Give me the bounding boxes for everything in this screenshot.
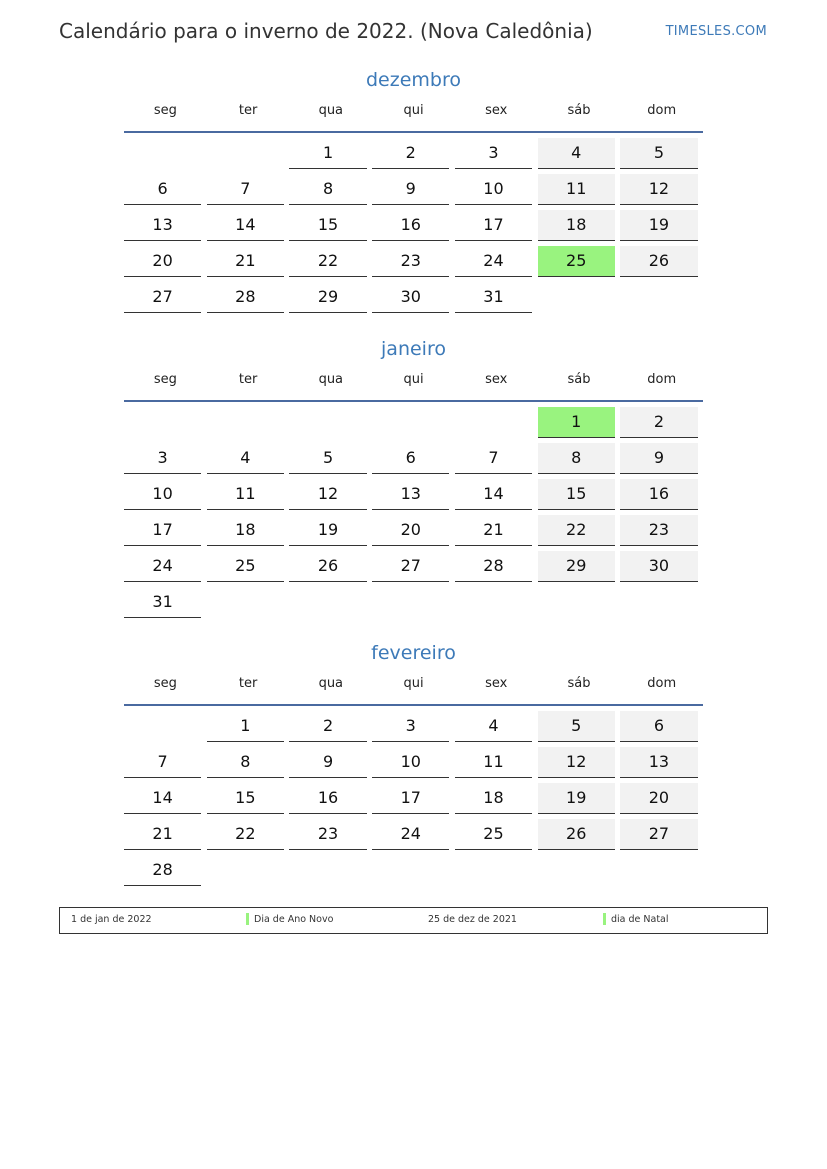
day-cell: 26 — [538, 819, 615, 850]
empty-day-cell — [620, 587, 697, 618]
legend-date: 1 de jan de 2022 — [71, 914, 152, 925]
day-cell: 29 — [289, 282, 366, 313]
day-cell: 15 — [538, 479, 615, 510]
day-cell: 30 — [620, 551, 697, 582]
weekday-label: sex — [485, 103, 508, 118]
day-cell: 13 — [372, 479, 449, 510]
weekday-label: dom — [647, 103, 677, 118]
holiday-day-cell: 25 — [538, 246, 615, 277]
day-cell: 3 — [455, 138, 532, 169]
day-cell: 4 — [207, 443, 284, 474]
empty-day-cell — [372, 587, 449, 618]
day-cell: 28 — [455, 551, 532, 582]
day-grid — [124, 711, 703, 891]
weekday-label: qui — [403, 372, 424, 387]
weekday-label: qui — [403, 103, 424, 118]
weekday-label: sáb — [567, 676, 591, 691]
weekday-label: qua — [318, 372, 344, 387]
day-cell: 14 — [207, 210, 284, 241]
day-cell: 20 — [372, 515, 449, 546]
empty-day-cell — [455, 407, 532, 438]
day-cell: 14 — [124, 783, 201, 814]
weekday-label: qua — [318, 103, 344, 118]
day-cell: 21 — [455, 515, 532, 546]
day-cell: 28 — [124, 855, 201, 886]
day-cell: 23 — [289, 819, 366, 850]
empty-day-cell — [372, 407, 449, 438]
week-row — [124, 479, 703, 515]
weekday-label: seg — [153, 372, 177, 387]
week-row — [124, 443, 703, 479]
day-cell: 21 — [124, 819, 201, 850]
weekday-label: ter — [238, 676, 258, 691]
day-cell: 6 — [124, 174, 201, 205]
day-cell: 9 — [620, 443, 697, 474]
day-cell: 13 — [124, 210, 201, 241]
day-cell: 29 — [538, 551, 615, 582]
weekday-label: seg — [153, 103, 177, 118]
day-cell: 15 — [289, 210, 366, 241]
day-cell: 27 — [372, 551, 449, 582]
day-cell: 2 — [620, 407, 697, 438]
empty-day-cell — [455, 587, 532, 618]
day-cell: 19 — [289, 515, 366, 546]
day-cell: 11 — [538, 174, 615, 205]
week-row — [124, 855, 703, 891]
month-title: fevereiro — [371, 642, 456, 664]
day-cell: 8 — [538, 443, 615, 474]
day-grid — [124, 407, 703, 623]
day-cell: 6 — [372, 443, 449, 474]
month-block — [124, 67, 703, 318]
empty-day-cell — [207, 138, 284, 169]
week-row — [124, 407, 703, 443]
weekday-label: qui — [403, 676, 424, 691]
day-cell: 2 — [289, 711, 366, 742]
day-cell: 27 — [124, 282, 201, 313]
day-cell: 22 — [538, 515, 615, 546]
day-cell: 26 — [620, 246, 697, 277]
empty-day-cell — [124, 407, 201, 438]
week-row — [124, 551, 703, 587]
month-block — [124, 336, 703, 623]
day-cell: 11 — [455, 747, 532, 778]
holiday-legend — [59, 907, 768, 934]
empty-day-cell — [538, 855, 615, 886]
day-cell: 10 — [124, 479, 201, 510]
day-cell: 4 — [455, 711, 532, 742]
weekday-label: seg — [153, 676, 177, 691]
brand-link[interactable]: TIMESLES.COM — [665, 24, 767, 39]
month-title: janeiro — [381, 338, 446, 360]
legend-holiday-name: dia de Natal — [611, 914, 669, 925]
day-cell: 22 — [289, 246, 366, 277]
day-cell: 26 — [289, 551, 366, 582]
day-cell: 15 — [207, 783, 284, 814]
day-cell: 12 — [289, 479, 366, 510]
empty-day-cell — [620, 282, 697, 313]
day-cell: 8 — [207, 747, 284, 778]
legend-holiday-name: Dia de Ano Novo — [254, 914, 334, 925]
day-cell: 12 — [620, 174, 697, 205]
week-row — [124, 587, 703, 623]
day-cell: 16 — [289, 783, 366, 814]
weekday-label: sex — [485, 676, 508, 691]
empty-day-cell — [372, 855, 449, 886]
week-row — [124, 174, 703, 210]
day-cell: 31 — [124, 587, 201, 618]
week-row — [124, 515, 703, 551]
day-cell: 7 — [455, 443, 532, 474]
weekday-label: sex — [485, 372, 508, 387]
month-block — [124, 640, 703, 891]
day-cell: 18 — [455, 783, 532, 814]
week-row — [124, 819, 703, 855]
day-cell: 23 — [372, 246, 449, 277]
week-row — [124, 138, 703, 174]
weekday-label: sáb — [567, 372, 591, 387]
day-cell: 25 — [455, 819, 532, 850]
day-cell: 3 — [372, 711, 449, 742]
day-cell: 25 — [207, 551, 284, 582]
holiday-swatch-icon — [603, 913, 606, 925]
day-cell: 14 — [455, 479, 532, 510]
holiday-day-cell: 1 — [538, 407, 615, 438]
empty-day-cell — [124, 711, 201, 742]
day-cell: 1 — [207, 711, 284, 742]
weekday-label: dom — [647, 676, 677, 691]
day-cell: 24 — [372, 819, 449, 850]
day-cell: 4 — [538, 138, 615, 169]
weekday-label: sáb — [567, 103, 591, 118]
day-grid — [124, 138, 703, 318]
page-title: Calendário para o inverno de 2022. (Nova Caledônia) — [59, 19, 593, 43]
week-row — [124, 711, 703, 747]
month-title: dezembro — [366, 69, 461, 91]
week-row — [124, 747, 703, 783]
day-cell: 20 — [124, 246, 201, 277]
day-cell: 3 — [124, 443, 201, 474]
day-cell: 1 — [289, 138, 366, 169]
day-cell: 16 — [620, 479, 697, 510]
day-cell: 19 — [620, 210, 697, 241]
weekday-label: ter — [238, 103, 258, 118]
empty-day-cell — [207, 855, 284, 886]
empty-day-cell — [289, 855, 366, 886]
day-cell: 12 — [538, 747, 615, 778]
empty-day-cell — [538, 587, 615, 618]
day-cell: 18 — [538, 210, 615, 241]
day-cell: 7 — [207, 174, 284, 205]
day-cell: 31 — [455, 282, 532, 313]
day-cell: 24 — [124, 551, 201, 582]
day-cell: 8 — [289, 174, 366, 205]
weekday-label: qua — [318, 676, 344, 691]
day-cell: 22 — [207, 819, 284, 850]
week-row — [124, 783, 703, 819]
day-cell: 18 — [207, 515, 284, 546]
empty-day-cell — [207, 587, 284, 618]
day-cell: 7 — [124, 747, 201, 778]
empty-day-cell — [455, 855, 532, 886]
weekday-header-row — [124, 368, 703, 402]
holiday-swatch-icon — [246, 913, 249, 925]
day-cell: 9 — [289, 747, 366, 778]
empty-day-cell — [620, 855, 697, 886]
day-cell: 5 — [538, 711, 615, 742]
day-cell: 23 — [620, 515, 697, 546]
weekday-header-row — [124, 672, 703, 706]
empty-day-cell — [207, 407, 284, 438]
empty-day-cell — [538, 282, 615, 313]
day-cell: 10 — [455, 174, 532, 205]
day-cell: 9 — [372, 174, 449, 205]
day-cell: 24 — [455, 246, 532, 277]
day-cell: 28 — [207, 282, 284, 313]
day-cell: 21 — [207, 246, 284, 277]
day-cell: 17 — [372, 783, 449, 814]
weekday-header-row — [124, 99, 703, 133]
empty-day-cell — [289, 587, 366, 618]
day-cell: 5 — [620, 138, 697, 169]
day-cell: 19 — [538, 783, 615, 814]
day-cell: 27 — [620, 819, 697, 850]
day-cell: 16 — [372, 210, 449, 241]
day-cell: 5 — [289, 443, 366, 474]
day-cell: 11 — [207, 479, 284, 510]
week-row — [124, 282, 703, 318]
day-cell: 17 — [455, 210, 532, 241]
day-cell: 17 — [124, 515, 201, 546]
empty-day-cell — [289, 407, 366, 438]
day-cell: 20 — [620, 783, 697, 814]
weekday-label: dom — [647, 372, 677, 387]
empty-day-cell — [124, 138, 201, 169]
day-cell: 6 — [620, 711, 697, 742]
weekday-label: ter — [238, 372, 258, 387]
legend-date: 25 de dez de 2021 — [428, 914, 517, 925]
day-cell: 10 — [372, 747, 449, 778]
week-row — [124, 210, 703, 246]
day-cell: 13 — [620, 747, 697, 778]
day-cell: 2 — [372, 138, 449, 169]
week-row — [124, 246, 703, 282]
day-cell: 30 — [372, 282, 449, 313]
